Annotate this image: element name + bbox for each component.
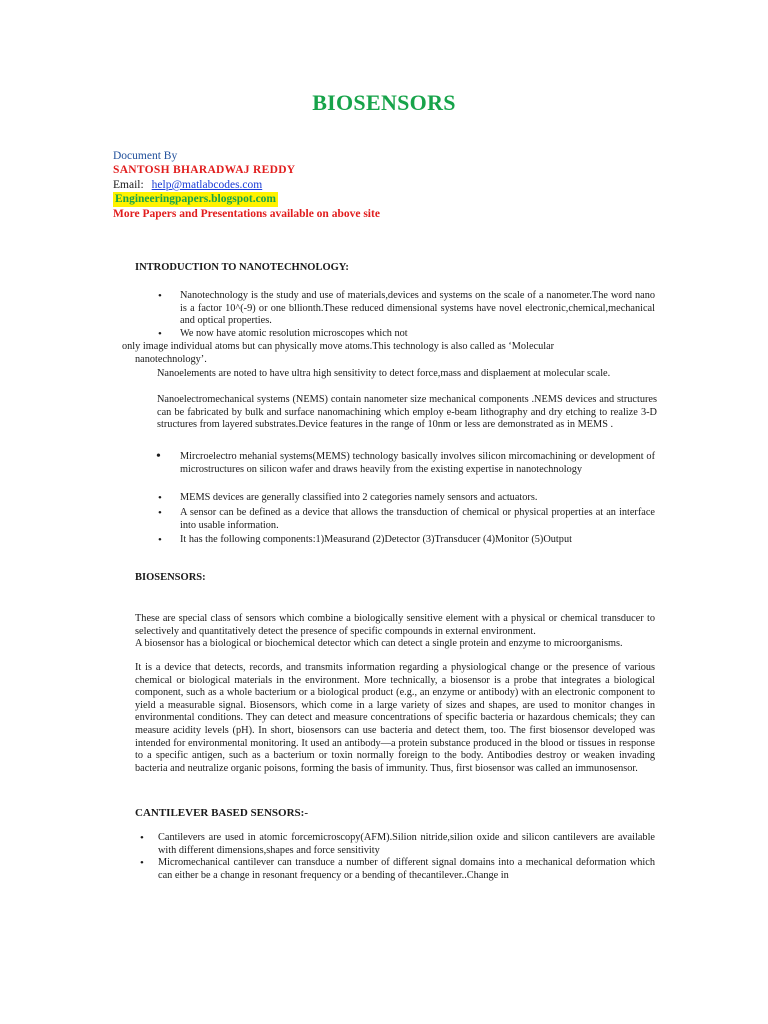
intro-bullet-2-line-1: We now have atomic resolution microscopes which not [180,328,408,339]
email-line [113,178,262,193]
cantilever-bullet-1: Cantilevers are used in atomic forcemicroscopy(AFM).Silion nitride,silion oxide and silicon cantilevers are available with different dimensions,shapes and force sensitivity [158,832,655,856]
biosensors-paragraph-1: These are special class of sensors which combine a biologically sensitive element with a physical or chemical transducer to selectively and quantitatively detect the presence of specific compounds in external environment. [135,613,655,637]
author-name: SANTOSH BHARADWAJ REDDY [113,164,296,176]
intro-bullet-components: It has the following components:1)Measurand (2)Detector (3)Transducer (4)Monitor (5)Output [180,534,572,545]
email-label: Email: [113,179,144,191]
intro-bullet-sensor-definition: A sensor can be defined as a device that allows the transduction of chemical or physical properties at an interface into usable information. [180,507,655,531]
email-link[interactable]: help@matlabcodes.com [151,179,263,191]
site-link[interactable]: Engineeringpapers.blogspot.com [115,193,277,205]
intro-bullet-2-line-2: only image individual atoms but can physically move atoms.This technology is also called as ‘Molecular [122,341,555,352]
cantilever-heading: CANTILEVER BASED SENSORS:- [135,807,308,819]
biosensors-paragraph-3: It is a device that detects, records, and transmits information regarding a physiological change or the presence of various chemical or biological materials in the environment. More technically, a biosensor is a probe that integrates a biological component, such as a whole bacterium or a biological product (e.g., an enzyme or antibody) with an electronic component to yield a measurable signal. Biosensors, which come in a large variety of sizes and shapes, are used to monitor changes in environmental conditions. They can detect and measure concentrations of specific bacteria or hazardous chemicals; they can measure acidity levels (pH). In short, biosensors can use bacteria and detect them, too. The first biosensor developed was intended for environmental monitoring. It used an antibody—a protein substance produced in the blood or tissues in response to a specific antigen, such as a bacterium or toxin normally foreign to the body. Antibodies destroy or weaken invading bacteria and neutralize organic poisons, forming the basis of immunity. Thus, first biosensor was called an immunosensor. [135,662,655,774]
more-papers-note: More Papers and Presentations available on above site [113,208,380,220]
biosensors-heading: BIOSENSORS: [135,572,206,583]
intro-heading: INTRODUCTION TO NANOTECHNOLOGY: [135,262,349,273]
bullet-icon: • [158,290,162,302]
page-title: BIOSENSORS [312,90,456,115]
bullet-icon: • [140,857,144,869]
intro-bullet-2-line-3: nanotechnology’. [135,354,207,365]
bullet-icon: • [140,832,144,844]
intro-paragraph-nems: Nanoelectromechanical systems (NEMS) contain nanometer size mechanical components .NEMS devices and structures can be fabricated by bulk and surface nanomachining which employ e-beam lithography and dry etching to realize 3-D structures from layered substrates.Device features in the range of 10nm or less are demonstrated as in MEMS . [157,394,657,431]
bullet-icon: • [156,449,161,464]
bullet-icon: • [158,492,162,504]
document-by-label: Document By [113,150,178,162]
intro-bullet-mems: Mircroelectro mehanial systems(MEMS) technology basically involves silicon mircomachining or development of microstructures on silicon wafer and draws heavily from the existing expertise in nanotechnology [180,451,655,475]
intro-bullet-mems-classes: MEMS devices are generally classified into 2 categories namely sensors and actuators. [180,492,538,503]
cantilever-bullet-2: Micromechanical cantilever can transduce a number of different signal domains into a mechanical deformation which can either be a change in resonant frequency or a bending of thecantilever..Change in [158,857,655,881]
biosensors-paragraph-2: A biosensor has a biological or biochemical detector which can detect a single protein and enzyme to microorganisms. [135,638,623,649]
intro-bullet-1: Nanotechnology is the study and use of materials,devices and systems on the scale of a nanometer.The word nano is a factor 10^(-9) or one bllionth.These reduced dimensional systems have novel electronic,chemical,mechanical and optical properties. [180,290,655,327]
bullet-icon: • [158,507,162,519]
bullet-icon: • [158,534,162,546]
bullet-icon: • [158,328,162,340]
intro-paragraph-nanoelements: Nanoelements are noted to have ultra high sensitivity to detect force,mass and displaement at molecular scale. [157,368,611,379]
